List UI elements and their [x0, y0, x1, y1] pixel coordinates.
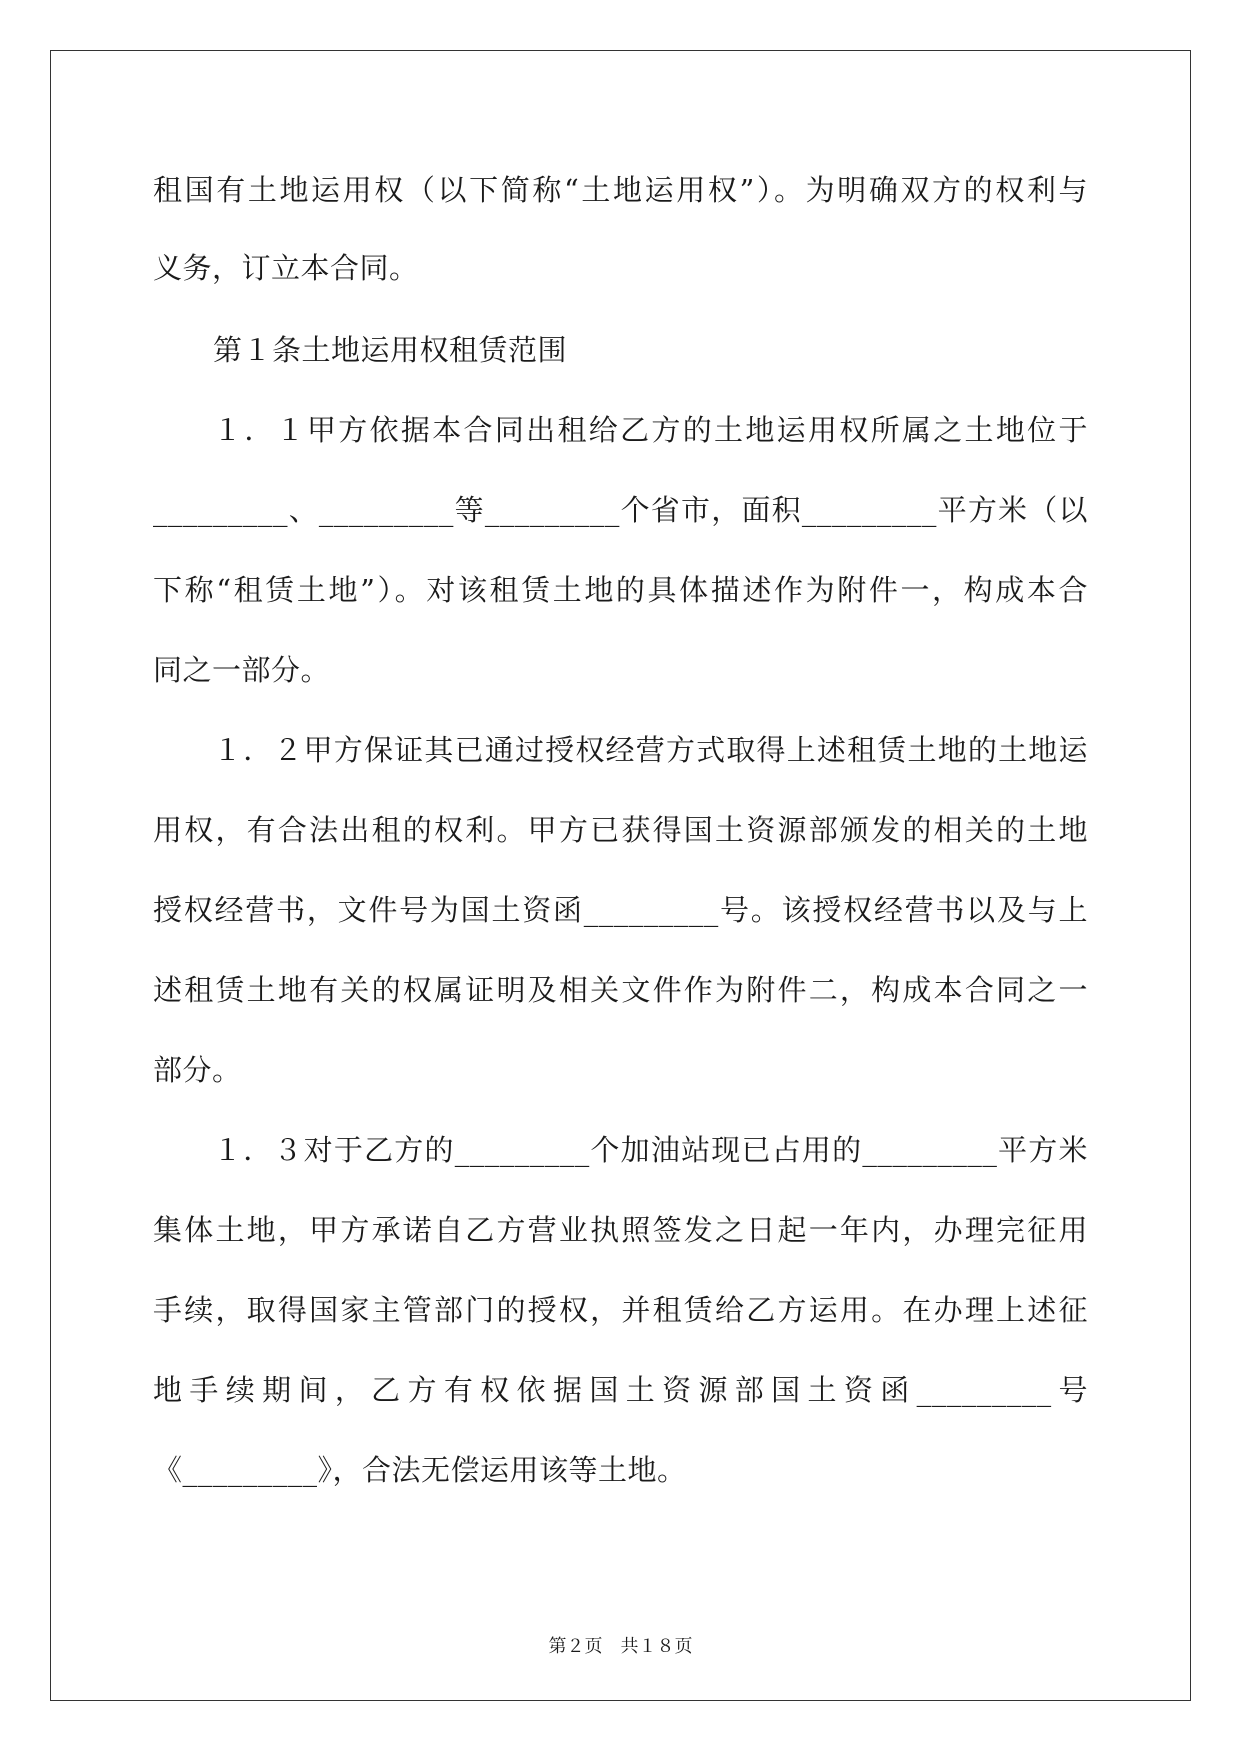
text-line: 部分。	[153, 1053, 242, 1087]
text-line: 用权，有合法出租的权利。甲方已获得国土资源部颁发的相关的土地	[153, 813, 1088, 847]
text-line: 手续，取得国家主管部门的授权，并租赁给乙方运用。在办理上述征	[153, 1293, 1088, 1327]
text-line: 同之一部分。	[153, 653, 331, 687]
text-line: １．１甲方依据本合同出租给乙方的土地运用权所属之土地位于	[213, 413, 1088, 447]
text-line: _________、_________等_________个省市，面积_________平方米（以	[153, 493, 1088, 527]
text-line: １．２甲方保证其已通过授权经营方式取得上述租赁土地的土地运	[213, 733, 1088, 767]
text-line: 《_________》，合法无偿运用该等土地。	[153, 1453, 687, 1487]
text-line: 下称“租赁土地”）。对该租赁土地的具体描述作为附件一，构成本合	[153, 573, 1088, 607]
text-line: 租国有土地运用权（以下简称“土地运用权”）。为明确双方的权利与	[153, 173, 1088, 207]
text-line: 述租赁土地有关的权属证明及相关文件作为附件二，构成本合同之一	[153, 973, 1088, 1007]
text-line: 地手续期间，乙方有权依据国土资源部国土资函_________号	[153, 1373, 1088, 1407]
section-heading: 第１条土地运用权租赁范围	[213, 333, 568, 367]
text-line: 义务，订立本合同。	[153, 251, 419, 285]
page-number-footer: 第２页 共１８页	[548, 1636, 693, 1657]
text-line: 集体土地，甲方承诺自乙方营业执照签发之日起一年内，办理完征用	[153, 1213, 1088, 1247]
text-line: 授权经营书，文件号为国土资函_________号。该授权经营书以及与上	[153, 893, 1088, 927]
text-line: １．３对于乙方的_________个加油站现已占用的_________平方米	[213, 1133, 1088, 1167]
